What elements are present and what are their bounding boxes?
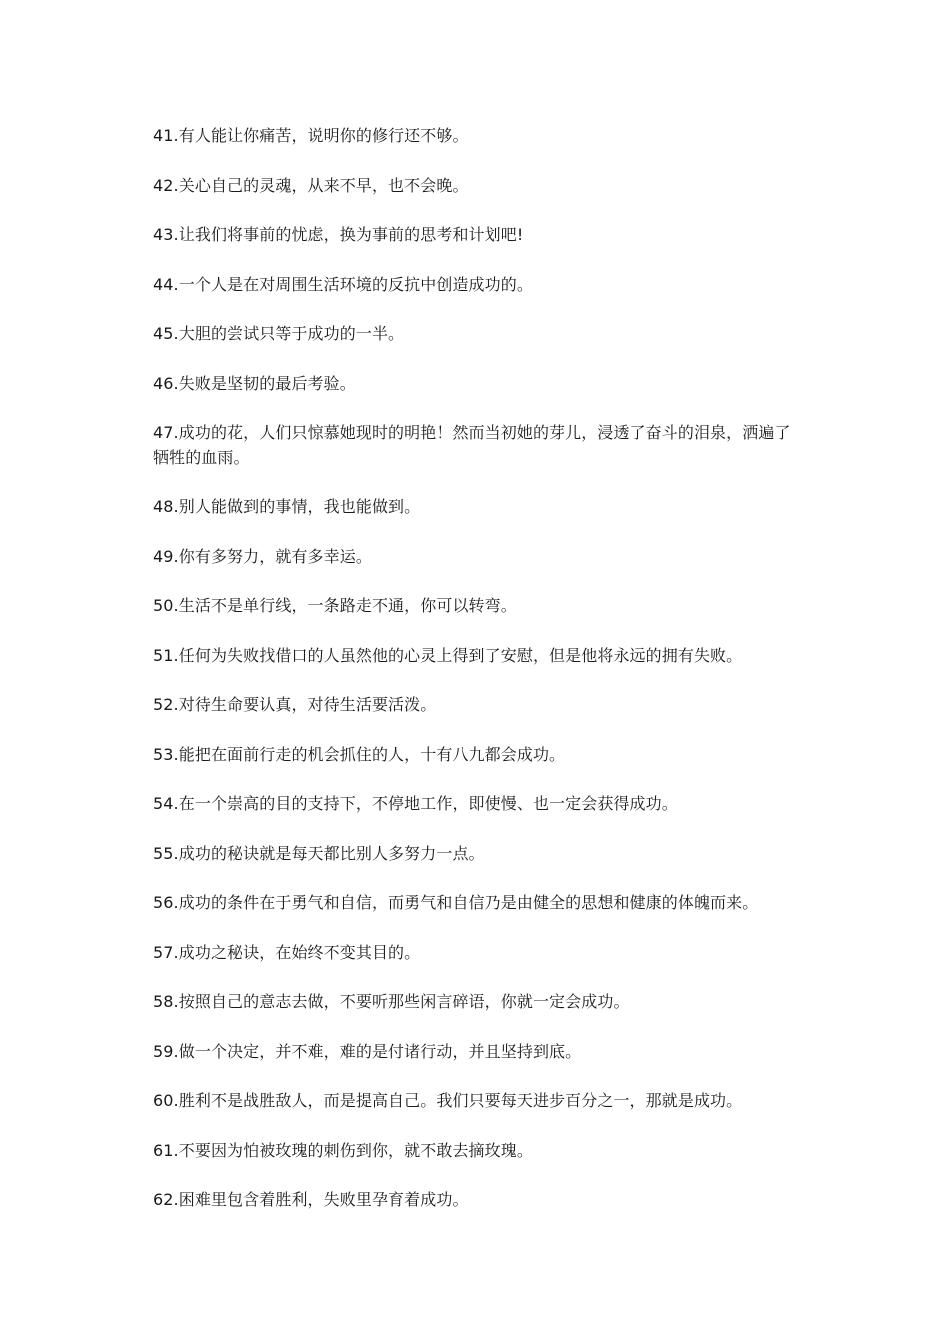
paragraph-52: 52.对待生命要认真，对待生活要活泼。 — [153, 695, 437, 714]
paragraph-54: 54.在一个崇高的目的支持下，不停地工作，即使慢、也一定会获得成功。 — [153, 794, 678, 813]
paragraph-47: 47.成功的花，人们只惊慕她现时的明艳！然而当初她的芽儿，浸透了奋斗的泪泉，洒遍了牺牲的血雨。 — [153, 423, 791, 467]
paragraph-61: 61.不要因为怕被玫瑰的刺伤到你，就不敢去摘玫瑰。 — [153, 1140, 533, 1160]
document-body — [153, 124, 793, 1238]
paragraph-43: 43.让我们将事前的忧虑，换为事前的思考和计划吧! — [153, 225, 524, 244]
paragraph-51: 51.任何为失败找借口的人虽然他的心灵上得到了安慰，但是他将永远的拥有失败。 — [153, 645, 743, 665]
paragraph-45: 45.大胆的尝试只等于成功的一半。 — [153, 324, 405, 343]
paragraph-62: 62.困难里包含着胜利，失败里孕育着成功。 — [153, 1190, 469, 1209]
paragraph-41: 41.有人能让你痛苦，说明你的修行还不够。 — [153, 126, 469, 145]
paragraph-44: 44.一个人是在对周围生活环境的反抗中创造成功的。 — [153, 274, 533, 294]
paragraph-42: 42.关心自己的灵魂，从来不早，也不会晚。 — [153, 175, 469, 195]
paragraph-50: 50.生活不是单行线，一条路走不通，你可以转弯。 — [153, 596, 517, 615]
paragraph-55: 55.成功的秘诀就是每天都比别人多努力一点。 — [153, 843, 485, 863]
paragraph-57: 57.成功之秘诀，在始终不变其目的。 — [153, 942, 421, 962]
paragraph-58: 58.按照自己的意志去做，不要听那些闲言碎语，你就一定会成功。 — [153, 992, 630, 1011]
paragraph-60: 60.胜利不是战胜敌人，而是提高自己。我们只要每天进步百分之一，那就是成功。 — [153, 1091, 743, 1110]
paragraph-56: 56.成功的条件在于勇气和自信，而勇气和自信乃是由健全的思想和健康的体魄而来。 — [153, 893, 759, 912]
paragraph-46: 46.失败是坚韧的最后考验。 — [153, 373, 356, 393]
paragraph-48: 48.别人能做到的事情，我也能做到。 — [153, 497, 421, 516]
paragraph-49: 49.你有多努力，就有多幸运。 — [153, 546, 372, 566]
paragraph-53: 53.能把在面前行走的机会抓住的人，十有八九都会成功。 — [153, 744, 566, 764]
paragraph-59: 59.做一个决定，并不难，难的是付诸行动，并且坚持到底。 — [153, 1041, 582, 1061]
